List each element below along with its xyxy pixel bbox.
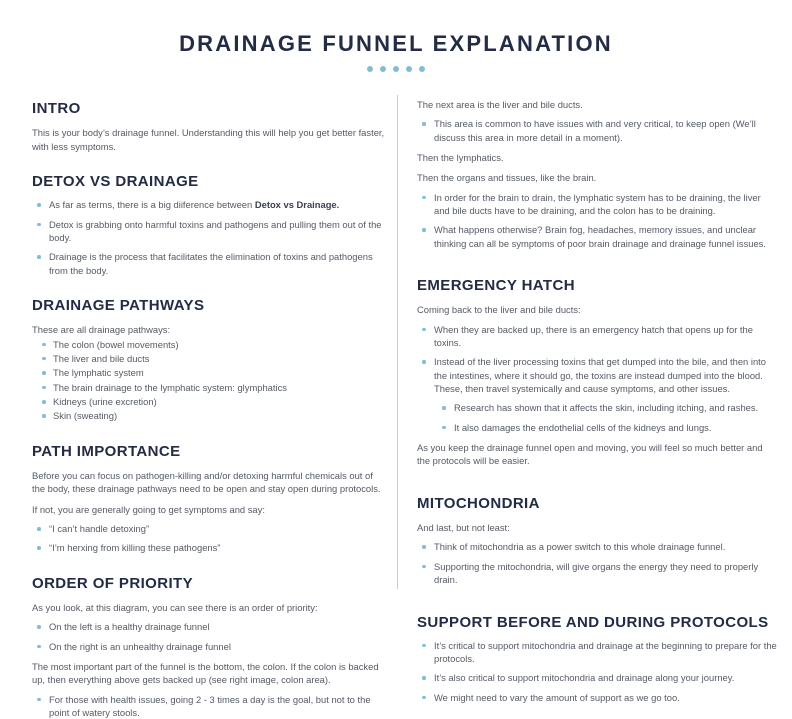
bullet-item bbox=[32, 693, 388, 719]
bullet-icon bbox=[422, 122, 426, 126]
section-heading: EMERGENCY HATCH bbox=[417, 277, 575, 295]
bullet-item bbox=[417, 540, 778, 553]
bullet-text: This area is common to have issues with and very critical, to keep open (We’ll discuss this area in more detail in a moment). bbox=[434, 118, 756, 143]
bullet-icon bbox=[37, 698, 41, 702]
paragraph: And last, but not least: bbox=[417, 522, 510, 534]
bullet-item bbox=[32, 198, 388, 211]
bullet-icon bbox=[42, 386, 46, 390]
bullet-text: For those with health issues, going 2 - 3 times a day is the goal, but not to the point of watery stools. bbox=[49, 693, 371, 719]
paragraph: Then the lymphatics. bbox=[417, 152, 504, 164]
bullet-icon bbox=[422, 196, 426, 200]
bullet-icon bbox=[422, 676, 426, 680]
bullet-item bbox=[32, 250, 388, 277]
page-title: DRAINAGE FUNNEL EXPLANATION bbox=[179, 31, 613, 56]
list-item bbox=[39, 338, 388, 351]
section-heading: DRAINAGE PATHWAYS bbox=[32, 297, 205, 314]
paragraph: The next area is the liver and bile ducts. bbox=[417, 99, 583, 110]
bullet-icon bbox=[42, 414, 46, 418]
left-column bbox=[32, 92, 388, 719]
accent-dot-icon bbox=[380, 66, 386, 72]
bullet-item bbox=[32, 218, 388, 245]
section-mitochondria bbox=[417, 493, 778, 587]
list-item-text: Kidneys (urine excretion) bbox=[53, 396, 157, 408]
document-header bbox=[0, 0, 792, 72]
section-heading: DETOX VS DRAINAGE bbox=[32, 172, 199, 190]
bullet-text: What happens otherwise? Brain fog, headaches, memory issues, and unclear thinking can all be symptoms of poor brain drainage and drainage funnel issues. bbox=[434, 224, 766, 249]
bullet-icon bbox=[422, 228, 426, 232]
list-item-text: The liver and bile ducts bbox=[53, 352, 150, 364]
bullet-text: Research has shown that it affects the skin, including itching, and rashes. bbox=[454, 402, 759, 414]
list-item-text: The brain drainage to the lymphatic system: glymphatics bbox=[53, 381, 287, 393]
bullet-text: Drainage is the process that facilitates the elimination of toxins and pathogens from the body. bbox=[49, 251, 373, 276]
bullet-icon bbox=[42, 371, 46, 375]
list-item bbox=[39, 395, 388, 408]
bullet-icon bbox=[37, 625, 41, 629]
section-drainage-pathways bbox=[32, 295, 388, 423]
paragraph: These are all drainage pathways: bbox=[32, 324, 171, 336]
paragraph: This is your body’s drainage funnel. Understanding this will help you get better faster, with less symptoms. bbox=[32, 127, 385, 152]
bullet-icon bbox=[42, 343, 46, 347]
bullet-icon bbox=[37, 527, 41, 531]
bullet-text: “I can’t handle detoxing” bbox=[49, 523, 150, 535]
right-column bbox=[417, 92, 778, 704]
bullet-item bbox=[417, 560, 778, 587]
accent-dot-icon bbox=[367, 66, 373, 72]
bullet-text: Detox is grabbing onto harmful toxins and pathogens and pulling them out of the body. bbox=[49, 218, 382, 243]
section-emergency-hatch bbox=[417, 275, 778, 468]
bullet-item bbox=[417, 671, 778, 684]
bullet-text: Instead of the liver processing toxins that get dumped into the bile, and then into the intestines, where it should go, the toxins are instead dumped into the blood. These, then travel systemically and cause symptoms, and other issues. bbox=[434, 356, 766, 395]
bullet-icon bbox=[422, 360, 426, 364]
bullet-icon bbox=[422, 328, 426, 332]
bullet-text-bold: Detox vs Drainage. bbox=[254, 199, 340, 211]
bullet-text: Supporting the mitochondria, will give organs the energy they need to properly drain. bbox=[434, 560, 759, 586]
bullet-icon bbox=[422, 545, 426, 549]
bullet-icon bbox=[37, 203, 41, 207]
paragraph: If not, you are generally going to get symptoms and say: bbox=[32, 503, 265, 515]
bullet-icon bbox=[37, 255, 41, 259]
bullet-text: On the left is a healthy drainage funnel bbox=[49, 621, 210, 633]
column-divider-line bbox=[397, 95, 398, 589]
paragraph: As you keep the drainage funnel open and moving, you will feel so much better and the protocols will be easier. bbox=[417, 442, 763, 467]
paragraph: Before you can focus on pathogen-killing and/or detoxing harmful chemicals out of the body, these drainage pathways need to be open and stay open during protocols. bbox=[32, 470, 381, 495]
bullet-text: It also damages the endothelial cells of the kidneys and lungs. bbox=[454, 421, 712, 433]
accent-dot-icon bbox=[419, 66, 425, 72]
list-item bbox=[39, 352, 388, 365]
section-liver-bile-ducts-continued bbox=[417, 98, 778, 250]
content-columns bbox=[0, 92, 792, 719]
bullet-text: On the right is an unhealthy drainage funnel bbox=[49, 640, 231, 652]
section-order-of-priority bbox=[32, 573, 388, 719]
bullet-icon bbox=[422, 696, 426, 700]
sub-bullet-item bbox=[437, 401, 778, 414]
bullet-item bbox=[417, 117, 778, 144]
section-heading: SUPPORT BEFORE AND DURING PROTOCOLS bbox=[417, 613, 769, 631]
bullet-icon bbox=[442, 426, 446, 430]
bullet-item bbox=[417, 355, 778, 395]
bullet-item bbox=[32, 522, 388, 535]
paragraph: Then the organs and tissues, like the brain. bbox=[417, 172, 597, 184]
bullet-text: It’s critical to support mitochondria and drainage at the beginning to prepare for the protocols. bbox=[434, 639, 777, 665]
bullet-text bbox=[49, 199, 339, 210]
section-heading: ORDER OF PRIORITY bbox=[32, 574, 193, 592]
bullet-item bbox=[417, 323, 778, 350]
bullet-text: We might need to vary the amount of support as we go too. bbox=[434, 691, 680, 703]
bullet-text: In order for the brain to drain, the lymphatic system has to be draining, the liver and bile ducts have to be draining, and the colon has to be draining. bbox=[434, 191, 761, 217]
bullet-item bbox=[417, 691, 778, 704]
list-item bbox=[39, 366, 388, 379]
list-item bbox=[39, 409, 388, 422]
bullet-text: When they are backed up, there is an emergency hatch that opens up for the toxins. bbox=[434, 323, 753, 349]
section-heading: INTRO bbox=[32, 100, 81, 117]
bullet-text: Think of mitochondria as a power switch to this whole drainage funnel. bbox=[434, 541, 726, 553]
paragraph: Coming back to the liver and bile ducts: bbox=[417, 304, 581, 316]
section-intro bbox=[32, 98, 388, 153]
bullet-icon bbox=[37, 645, 41, 649]
sub-bullet-item bbox=[437, 421, 778, 434]
section-heading: PATH IMPORTANCE bbox=[32, 442, 181, 460]
bullet-item bbox=[417, 223, 778, 250]
bullet-icon bbox=[42, 357, 46, 361]
bullet-icon bbox=[37, 546, 41, 550]
bullet-item bbox=[32, 620, 388, 633]
paragraph: As you look, at this diagram, you can see there is an order of priority: bbox=[32, 602, 318, 614]
bullet-item bbox=[32, 541, 388, 554]
bullet-text-plain: As far as terms, there is a big diiference between bbox=[49, 199, 255, 211]
bullet-icon bbox=[42, 400, 46, 404]
list-item-text: The lymphatic system bbox=[53, 367, 144, 379]
paragraph: The most important part of the funnel is the bottom, the colon. If the colon is backed up, then everything above gets backed up (see right image, colon area). bbox=[32, 661, 379, 686]
list-item-text: Skin (sweating) bbox=[53, 410, 118, 422]
accent-dot-icon bbox=[406, 66, 412, 72]
bullet-item bbox=[417, 639, 778, 666]
bullet-icon bbox=[422, 644, 426, 648]
bullet-icon bbox=[37, 223, 41, 227]
bullet-item bbox=[417, 191, 778, 218]
list-item-text: The colon (bowel movements) bbox=[53, 338, 179, 350]
title-accent-dots bbox=[0, 66, 792, 72]
bullet-text: It’s also critical to support mitochondria and drainage along your journey. bbox=[434, 672, 735, 684]
section-heading: MITOCHONDRIA bbox=[417, 494, 540, 512]
section-detox-vs-drainage bbox=[32, 171, 388, 277]
section-support-protocols bbox=[417, 612, 778, 705]
bullet-icon bbox=[422, 565, 426, 569]
accent-dot-icon bbox=[393, 66, 399, 72]
list-item bbox=[39, 381, 388, 394]
bullet-text: “I’m herxing from killing these pathogens” bbox=[49, 542, 221, 554]
section-path-importance bbox=[32, 441, 388, 555]
bullet-item bbox=[32, 640, 388, 653]
bullet-icon bbox=[442, 406, 446, 410]
